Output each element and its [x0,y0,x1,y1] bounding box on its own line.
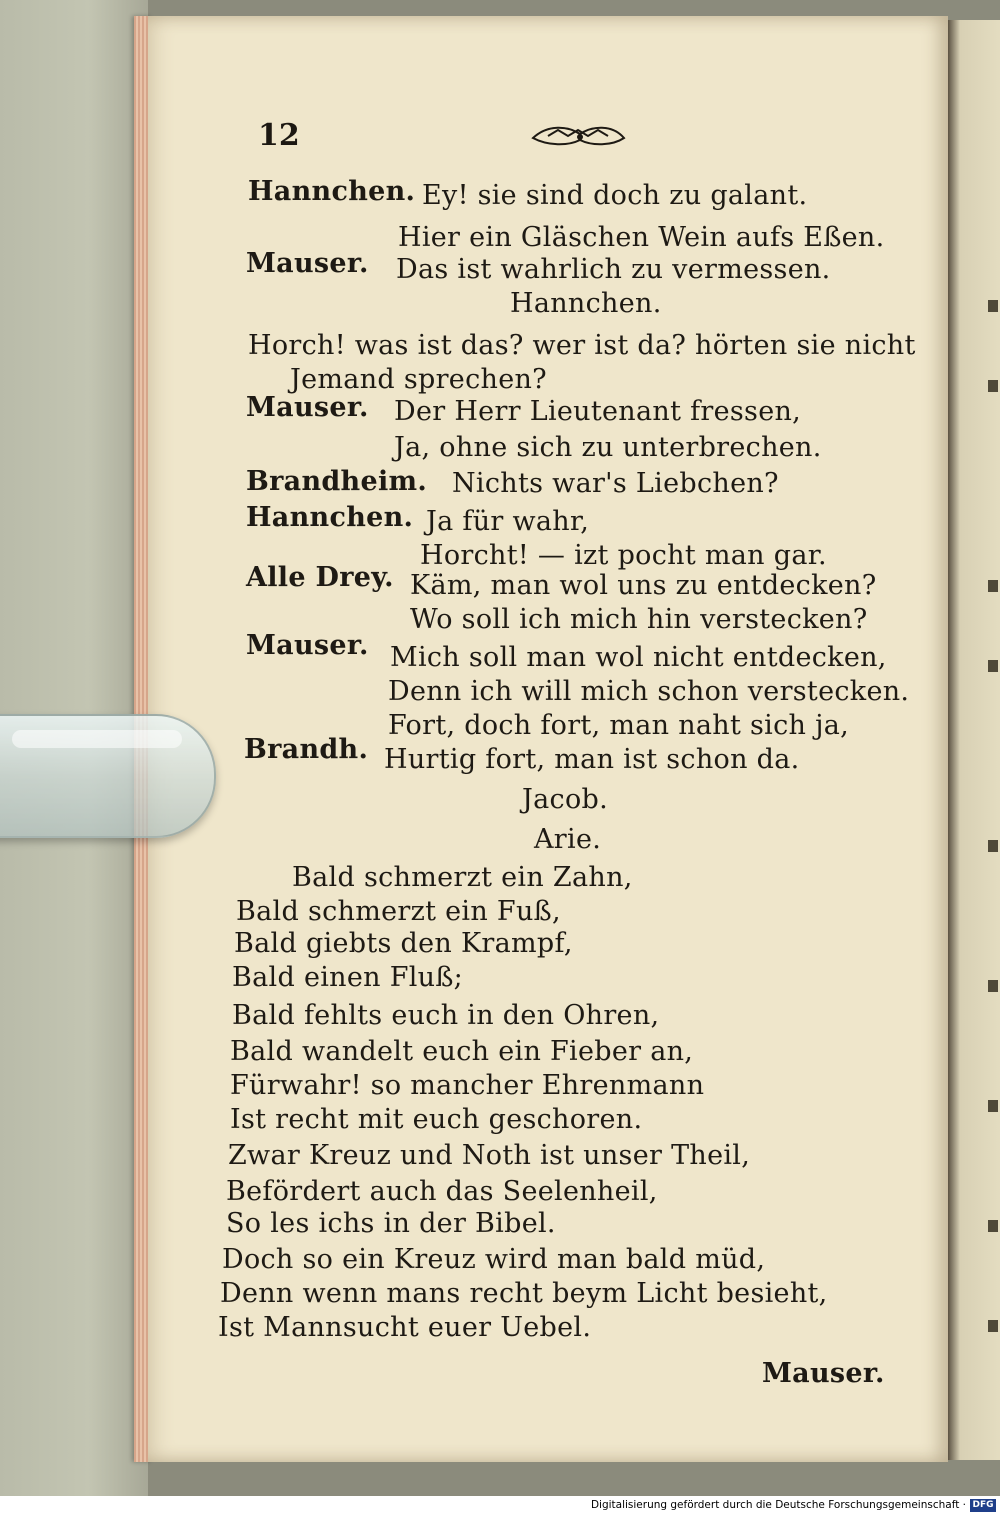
aria-line: Denn wenn mans recht beym Licht besieht, [220,1278,828,1309]
speaker-label: Hannchen. [248,176,416,207]
aria-line: Bald einen Fluß; [232,962,464,993]
aria-line: Bald schmerzt ein Zahn, [292,862,633,893]
page-holder-clip [0,714,216,838]
speaker-label: Brandh. [244,734,369,765]
verse-line: Denn ich will mich schon verstecken. [388,676,910,707]
aria-line: Ist Mannsucht euer Uebel. [218,1312,592,1343]
verse-line: Horcht! — izt pocht man gar. [420,540,827,571]
verse-line: Jemand sprechen? [290,364,547,395]
verse-line: Der Herr Lieutenant fressen, [394,396,802,427]
facing-page-edge [948,20,1000,1460]
aria-line: Zwar Kreuz und Noth ist unser Theil, [228,1140,751,1171]
aria-line: Bald fehlts euch in den Ohren, [232,1000,660,1031]
speaker-label: Mauser. [246,248,369,279]
verse-line: Ey! sie sind doch zu galant. [422,180,808,211]
footer-bar [0,1496,1000,1516]
speaker-label: Hannchen. [246,502,414,533]
aria-line: Fürwahr! so mancher Ehrenmann [230,1070,705,1101]
verse-line: Ja für wahr, [426,506,590,537]
verse-line: Wo soll ich mich hin verstecken? [410,604,868,635]
verse-line: Hurtig fort, man ist schon da. [384,744,800,775]
aria-line: Doch so ein Kreuz wird man bald müd, [222,1244,766,1275]
aria-line: Bald giebts den Krampf, [234,928,573,959]
funding-credit: Digitalisierung gefördert durch die Deutsche Forschungsgemeinschaft · [590,1499,966,1511]
speaker-heading: Hannchen. [510,288,662,319]
aria-line: Befördert auch das Seelenheil, [226,1176,658,1207]
speaker-label: Mauser. [246,392,369,423]
page-number: 12 [258,118,300,153]
verse-line: Hier ein Gläschen Wein aufs Eßen. [398,222,885,253]
aria-line: So les ichs in der Bibel. [226,1208,556,1239]
verse-line: Nichts war's Liebchen? [452,468,779,499]
speaker-label: Mauser. [246,630,369,661]
dfg-logo: DFG [970,1499,996,1512]
verse-line: Käm, man wol uns zu entdecken? [410,570,877,601]
aria-line: Bald wandelt euch ein Fieber an, [230,1036,694,1067]
aria-line: Ist recht mit euch geschoren. [230,1104,643,1135]
character-heading: Jacob. [522,784,608,815]
ornament-vignette [528,116,628,156]
speaker-label: Brandheim. [246,466,428,497]
verse-line: Ja, ohne sich zu unterbrechen. [394,432,822,463]
speaker-label: Alle Drey. [246,562,394,593]
verse-line: Das ist wahrlich zu vermessen. [396,254,831,285]
verse-line: Horch! was ist das? wer ist da? hörten sie nicht [248,330,916,361]
verse-line: Fort, doch fort, man naht sich ja, [388,710,850,741]
verse-line: Mich soll man wol nicht entdecken, [390,642,887,673]
catchword: Mauser. [762,1358,885,1389]
aria-heading: Arie. [534,824,602,855]
aria-line: Bald schmerzt ein Fuß, [236,896,561,927]
